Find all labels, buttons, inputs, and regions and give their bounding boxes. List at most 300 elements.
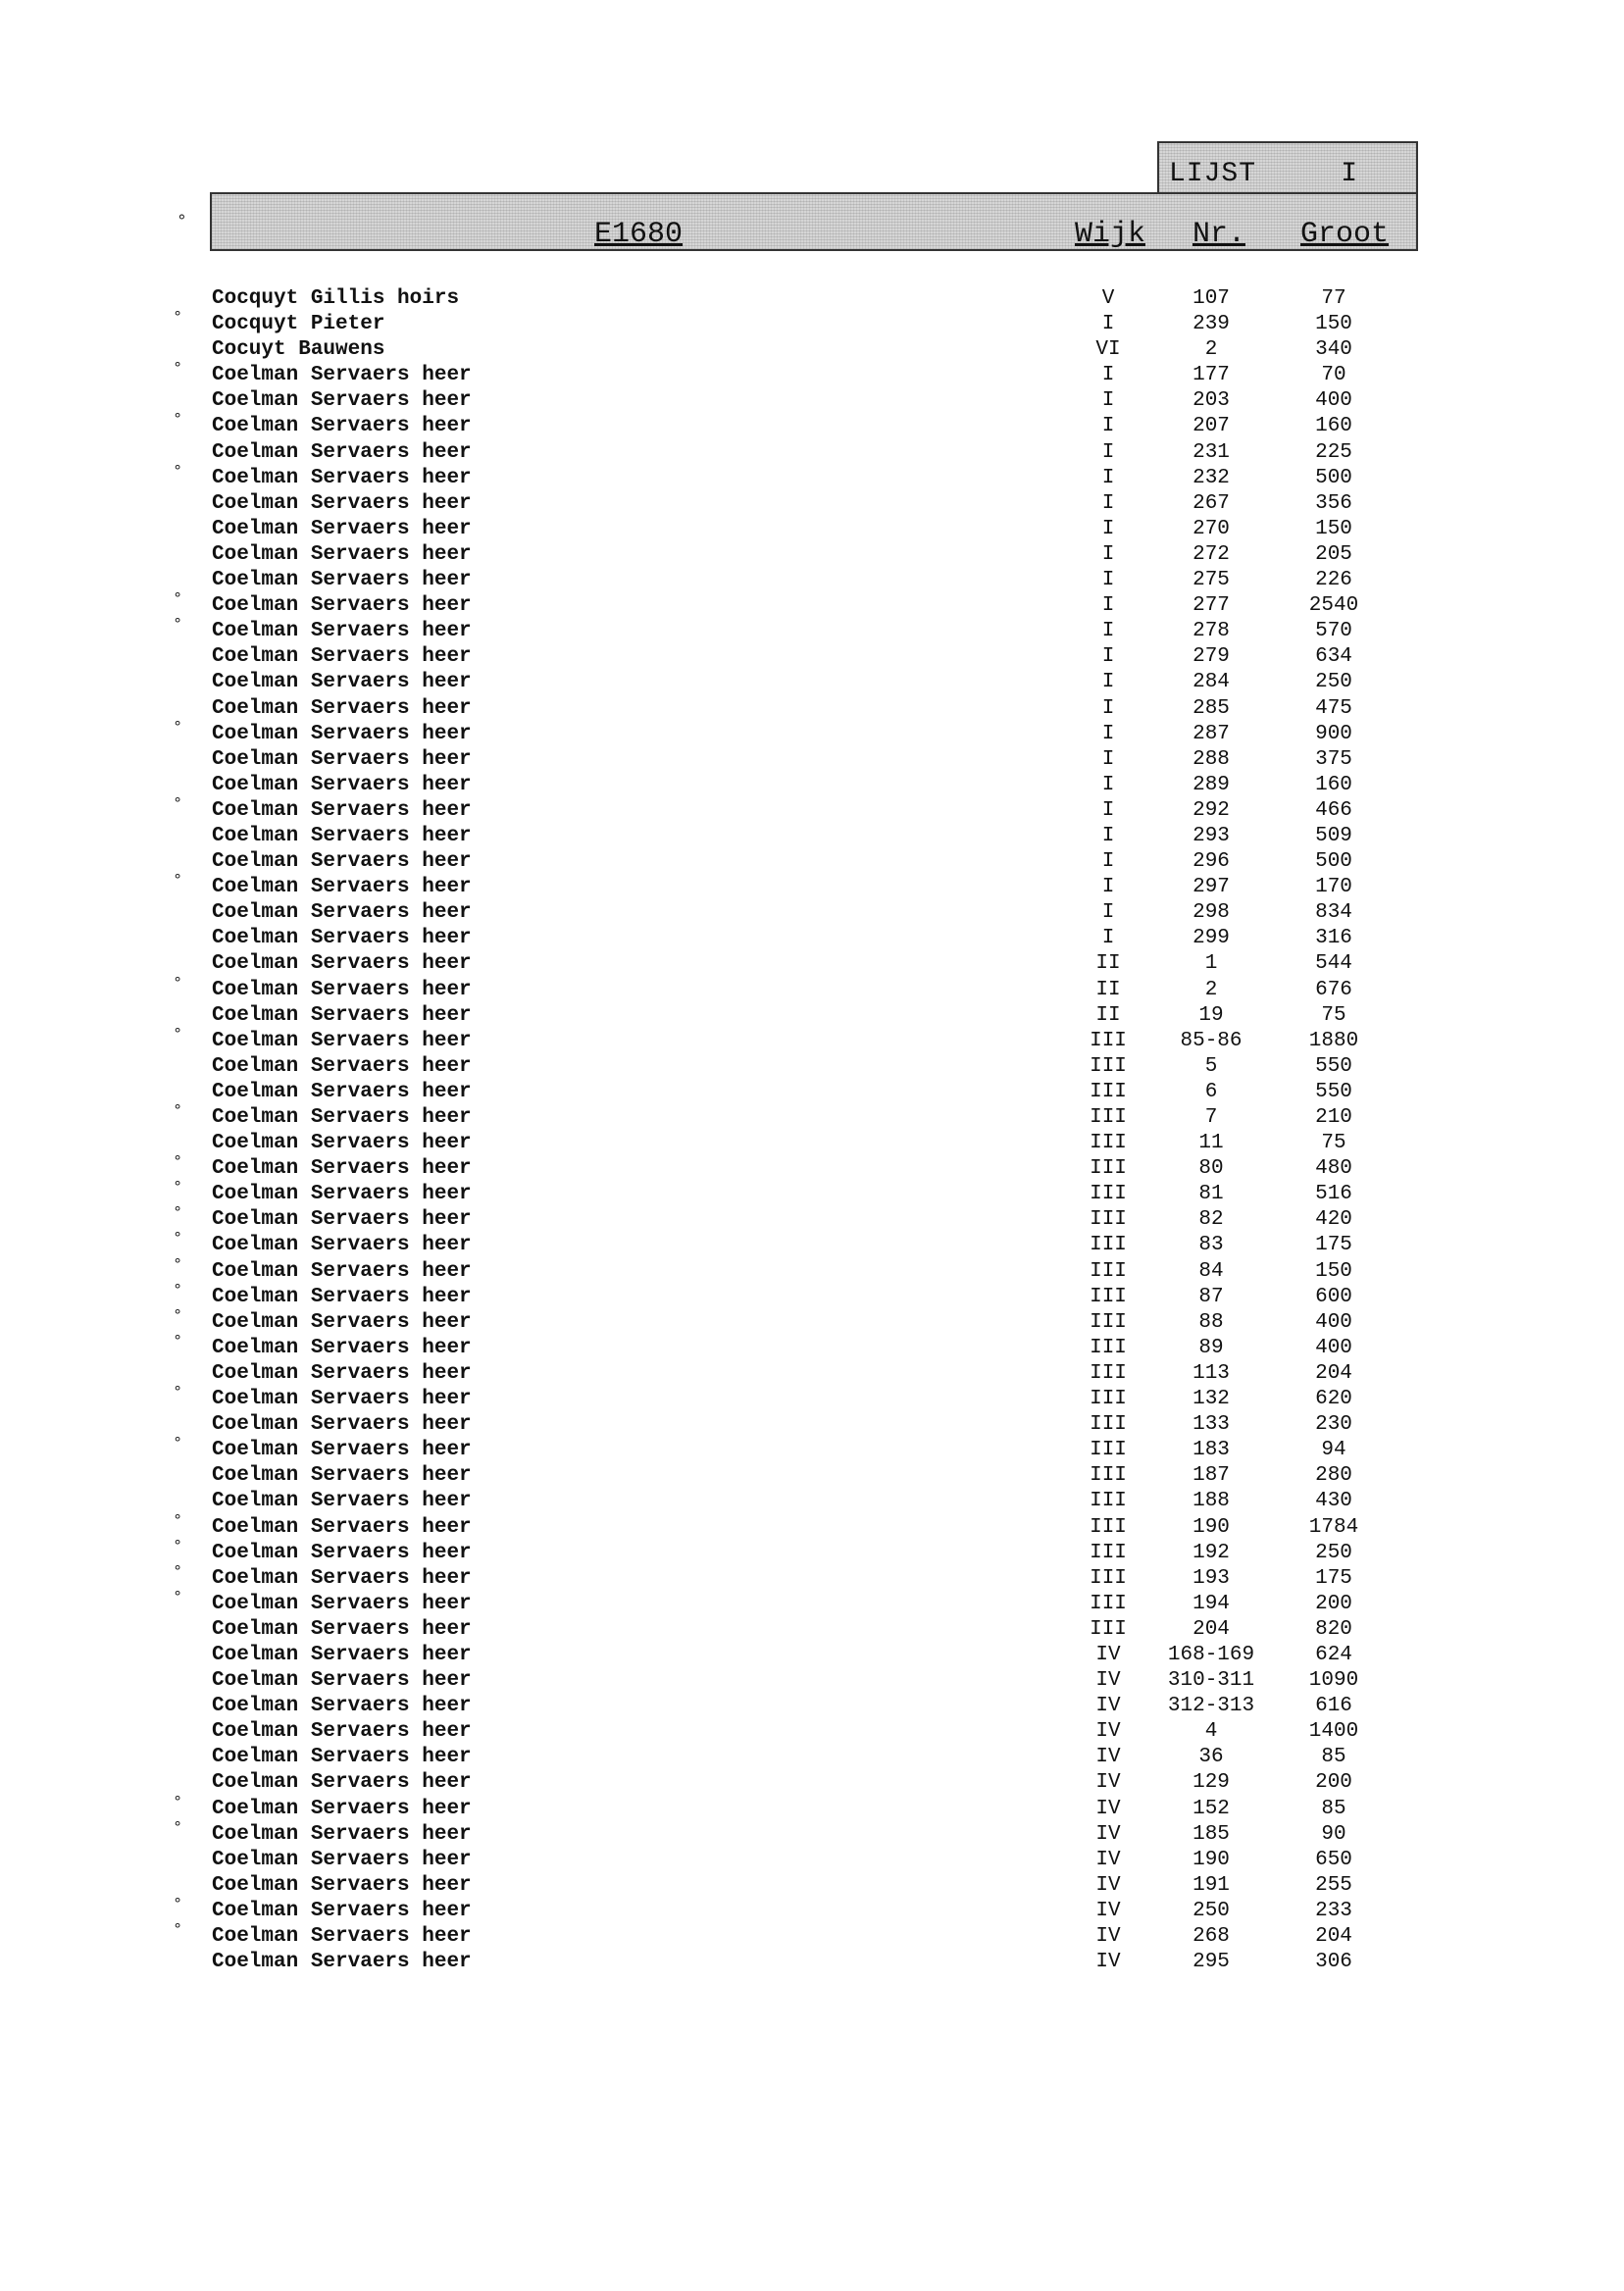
table-row [0,1643,1624,1668]
owner-name: Coelman Servaers heer [212,440,472,464]
nr-value: 113 [1193,1361,1230,1385]
wijk-value: III [1090,1208,1127,1232]
groot-value: 900 [1315,722,1352,745]
groot-value: 75 [1321,1132,1346,1155]
owner-name: Coelman Servaers heer [212,1592,472,1615]
groot-value: 475 [1315,696,1352,720]
column-header-groot: Groot [1300,218,1390,251]
wijk-value: I [1101,645,1115,669]
owner-name: Coelman Servaers heer [212,1413,472,1437]
row-mark: ° [173,1895,183,1914]
wijk-value: I [1101,389,1115,413]
wijk-value: III [1090,1080,1127,1103]
owner-name: Coelman Servaers heer [212,1106,472,1129]
groot-value: 90 [1321,1822,1346,1846]
owner-name: Coelman Servaers heer [212,1054,472,1078]
row-mark: ° [173,411,183,431]
nr-value: 194 [1193,1592,1230,1615]
wijk-value: III [1090,1106,1127,1129]
nr-value: 267 [1193,491,1230,515]
nr-value: 80 [1198,1157,1224,1181]
wijk-value: II [1095,978,1121,1001]
nr-value: 107 [1193,287,1230,310]
owner-name: Coelman Servaers heer [212,1925,472,1948]
wijk-value: I [1101,569,1115,592]
wijk-value: I [1101,901,1115,925]
wijk-value: IV [1095,1899,1121,1922]
table-row [0,1489,1624,1514]
wijk-value: I [1101,440,1115,464]
groot-value: 2540 [1308,594,1359,618]
record-list [0,286,1624,1975]
nr-value: 295 [1193,1951,1230,1974]
nr-value: 85-86 [1180,1029,1243,1052]
groot-value: 400 [1315,1310,1352,1334]
table-row [0,411,1624,439]
owner-name: Coelman Servaers heer [212,1132,472,1155]
nr-value: 277 [1193,594,1230,618]
table-row [0,1435,1624,1463]
row-mark: ° [173,718,183,738]
owner-name: Coelman Servaers heer [212,1899,472,1922]
wijk-value: III [1090,1029,1127,1052]
wijk-value: I [1101,313,1115,336]
wijk-value: IV [1095,1848,1121,1871]
row-mark: ° [173,1102,183,1121]
table-row [0,337,1624,363]
nr-value: 88 [1198,1310,1224,1334]
groot-value: 316 [1315,927,1352,950]
table-row [0,1818,1624,1848]
wijk-value: I [1101,542,1115,566]
table-row [0,616,1624,644]
groot-value: 205 [1315,542,1352,566]
owner-name: Coelman Servaers heer [212,850,472,874]
nr-value: 278 [1193,620,1230,643]
row-mark: ° [173,1818,183,1838]
wijk-value: IV [1095,1797,1121,1820]
owner-name: Coelman Servaers heer [212,569,472,592]
groot-value: 509 [1315,824,1352,847]
wijk-value: III [1090,1157,1127,1181]
nr-value: 239 [1193,313,1230,336]
owner-name: Coelman Servaers heer [212,1541,472,1564]
owner-name: Coelman Servaers heer [212,978,472,1001]
nr-value: 133 [1193,1413,1230,1437]
groot-value: 1400 [1308,1720,1359,1744]
wijk-value: IV [1095,1771,1121,1795]
nr-value: 82 [1198,1208,1224,1232]
row-mark: ° [173,1230,183,1249]
nr-value: 190 [1193,1515,1230,1539]
owner-name: Coelman Servaers heer [212,1003,472,1027]
nr-value: 279 [1193,645,1230,669]
nr-value: 270 [1193,517,1230,540]
nr-value: 191 [1193,1873,1230,1897]
owner-name: Coelman Servaers heer [212,1183,472,1206]
nr-value: 232 [1193,466,1230,489]
row-mark: ° [173,1332,183,1351]
nr-value: 292 [1193,798,1230,822]
table-row [0,360,1624,388]
owner-name: Coelman Servaers heer [212,517,472,540]
nr-value: 289 [1193,773,1230,796]
wijk-value: III [1090,1464,1127,1488]
nr-value: 190 [1193,1848,1230,1871]
table-row [0,542,1624,568]
groot-value: 375 [1315,747,1352,771]
groot-value: 226 [1315,569,1352,592]
nr-value: 11 [1198,1132,1224,1155]
nr-value: 207 [1193,415,1230,438]
table-row [0,696,1624,722]
groot-value: 150 [1315,313,1352,336]
groot-value: 650 [1315,1848,1352,1871]
table-row [0,1361,1624,1387]
owner-name: Coelman Servaers heer [212,1617,472,1641]
owner-name: Coelman Servaers heer [212,389,472,413]
wijk-value: III [1090,1183,1127,1206]
table-row [0,309,1624,337]
groot-value: 500 [1315,850,1352,874]
row-mark: ° [173,872,183,891]
wijk-value: IV [1095,1925,1121,1948]
nr-value: 275 [1193,569,1230,592]
groot-value: 250 [1315,1541,1352,1564]
table-row [0,1793,1624,1822]
owner-name: Coelman Servaers heer [212,466,472,489]
row-mark: ° [173,1588,183,1607]
owner-name: Coelman Servaers heer [212,1285,472,1308]
nr-value: 6 [1204,1080,1218,1103]
owner-name: Cocquyt Gillis hoirs [212,287,460,310]
groot-value: 466 [1315,798,1352,822]
nr-value: 83 [1198,1234,1224,1257]
wijk-value: I [1101,620,1115,643]
owner-name: Coelman Servaers heer [212,773,472,796]
wijk-value: I [1101,876,1115,899]
owner-name: Coelman Servaers heer [212,1797,472,1820]
wijk-value: III [1090,1566,1127,1590]
row-mark: ° [173,1921,183,1940]
owner-name: Coelman Servaers heer [212,620,472,643]
groot-value: 175 [1315,1234,1352,1257]
groot-value: 634 [1315,645,1352,669]
owner-name: Coelman Servaers heer [212,1822,472,1846]
nr-value: 299 [1193,927,1230,950]
nr-value: 132 [1193,1388,1230,1411]
wijk-value: III [1090,1361,1127,1385]
owner-name: Coelman Servaers heer [212,1695,472,1718]
groot-value: 210 [1315,1106,1352,1129]
owner-name: Coelman Servaers heer [212,1720,472,1744]
table-row [0,872,1624,900]
wijk-value: I [1101,927,1115,950]
wijk-value: IV [1095,1873,1121,1897]
wijk-value: IV [1095,1669,1121,1693]
owner-name: Cocuyt Bauwens [212,338,385,362]
nr-value: 268 [1193,1925,1230,1948]
wijk-value: IV [1095,1695,1121,1718]
table-row [0,1255,1624,1285]
groot-value: 820 [1315,1617,1352,1641]
lijst-value: I [1341,159,1357,189]
owner-name: Coelman Servaers heer [212,415,472,438]
nr-value: 7 [1204,1106,1218,1129]
nr-value: 298 [1193,901,1230,925]
header-mark: ° [177,213,187,232]
wijk-value: I [1101,696,1115,720]
column-header-nr: Nr. [1193,218,1246,251]
nr-value: 192 [1193,1541,1230,1564]
groot-value: 544 [1315,952,1352,976]
table-row [0,1848,1624,1873]
nr-value: 81 [1198,1183,1224,1206]
owner-name: Coelman Servaers heer [212,747,472,771]
nr-value: 152 [1193,1797,1230,1820]
wijk-value: I [1101,747,1115,771]
nr-value: 312-313 [1167,1695,1255,1718]
table-row [0,440,1624,466]
row-mark: ° [173,794,183,814]
wijk-value: I [1101,594,1115,618]
owner-name: Coelman Servaers heer [212,364,472,387]
owner-name: Coelman Servaers heer [212,798,472,822]
table-row [0,1537,1624,1566]
nr-value: 231 [1193,440,1230,464]
row-mark: ° [173,1562,183,1582]
owner-name: Coelman Servaers heer [212,491,472,515]
table-row [0,1080,1624,1105]
owner-name: Coelman Servaers heer [212,1259,472,1283]
groot-value: 550 [1315,1080,1352,1103]
wijk-value: II [1095,952,1121,976]
wijk-value: III [1090,1592,1127,1615]
owner-name: Coelman Servaers heer [212,1464,472,1488]
nr-value: 168-169 [1167,1643,1255,1666]
table-row [0,1895,1624,1924]
owner-name: Coelman Servaers heer [212,722,472,745]
groot-value: 340 [1315,338,1352,362]
table-row [0,718,1624,747]
groot-value: 200 [1315,1592,1352,1615]
nr-value: 36 [1198,1746,1224,1769]
table-row [0,1204,1624,1233]
table-row [0,1332,1624,1361]
groot-value: 77 [1321,287,1346,310]
table-row [0,794,1624,824]
wijk-value: I [1101,722,1115,745]
wijk-value: III [1090,1515,1127,1539]
nr-value: 297 [1193,876,1230,899]
owner-name: Coelman Servaers heer [212,1848,472,1871]
table-row [0,1617,1624,1643]
owner-name: Coelman Servaers heer [212,594,472,618]
nr-value: 296 [1193,850,1230,874]
table-row [0,900,1624,926]
groot-value: 200 [1315,1771,1352,1795]
table-row [0,1719,1624,1745]
wijk-value: I [1101,798,1115,822]
wijk-value: IV [1095,1822,1121,1846]
wijk-value: III [1090,1285,1127,1308]
row-mark: ° [173,360,183,380]
row-mark: ° [173,1537,183,1556]
nr-value: 183 [1193,1439,1230,1462]
source-code: E1680 [594,218,684,251]
groot-value: 280 [1315,1464,1352,1488]
table-row [0,1412,1624,1438]
groot-value: 1784 [1308,1515,1359,1539]
groot-value: 175 [1315,1566,1352,1590]
nr-value: 129 [1193,1771,1230,1795]
owner-name: Coelman Servaers heer [212,1029,472,1052]
groot-value: 160 [1315,415,1352,438]
groot-value: 620 [1315,1388,1352,1411]
groot-value: 233 [1315,1899,1352,1922]
table-row [0,1384,1624,1412]
nr-value: 188 [1193,1490,1230,1513]
groot-value: 150 [1315,517,1352,540]
nr-value: 4 [1204,1720,1218,1744]
nr-value: 204 [1193,1617,1230,1641]
table-row [0,974,1624,1003]
wijk-value: III [1090,1234,1127,1257]
wijk-value: IV [1095,1746,1121,1769]
owner-name: Coelman Servaers heer [212,542,472,566]
row-mark: ° [173,1179,183,1198]
table-row [0,286,1624,312]
owner-name: Coelman Servaers heer [212,824,472,847]
table-row [0,670,1624,695]
wijk-value: I [1101,850,1115,874]
owner-name: Coelman Servaers heer [212,696,472,720]
owner-name: Coelman Servaers heer [212,671,472,694]
row-mark: ° [173,974,183,993]
owner-name: Coelman Servaers heer [212,927,472,950]
nr-value: 19 [1198,1003,1224,1027]
wijk-value: I [1101,671,1115,694]
owner-name: Coelman Servaers heer [212,1515,472,1539]
nr-value: 310-311 [1167,1669,1255,1693]
nr-value: 185 [1193,1822,1230,1846]
groot-value: 550 [1315,1054,1352,1078]
wijk-value: I [1101,491,1115,515]
table-row [0,1511,1624,1541]
wijk-value: III [1090,1439,1127,1462]
owner-name: Coelman Servaers heer [212,1388,472,1411]
owner-name: Coelman Servaers heer [212,1669,472,1693]
row-mark: ° [173,616,183,636]
owner-name: Coelman Servaers heer [212,1157,472,1181]
row-mark: ° [173,1204,183,1224]
table-row [0,1025,1624,1054]
owner-name: Coelman Servaers heer [212,1361,472,1385]
owner-name: Coelman Servaers heer [212,1951,472,1974]
wijk-value: IV [1095,1951,1121,1974]
groot-value: 624 [1315,1643,1352,1666]
row-mark: ° [173,1511,183,1531]
row-mark: ° [173,1025,183,1044]
wijk-value: I [1101,415,1115,438]
wijk-value: III [1090,1617,1127,1641]
row-mark: ° [173,1281,183,1300]
table-row [0,1588,1624,1617]
wijk-value: V [1101,287,1115,310]
nr-value: 1 [1204,952,1218,976]
nr-value: 87 [1198,1285,1224,1308]
table-row [0,747,1624,773]
table-row [0,1562,1624,1592]
groot-value: 204 [1315,1361,1352,1385]
table-row [0,1873,1624,1899]
column-header-wijk: Wijk [1075,218,1146,251]
table-row [0,517,1624,542]
table-row [0,926,1624,951]
groot-value: 160 [1315,773,1352,796]
wijk-value: I [1101,824,1115,847]
nr-value: 293 [1193,824,1230,847]
owner-name: Coelman Servaers heer [212,1439,472,1462]
nr-value: 203 [1193,389,1230,413]
table-row [0,1230,1624,1258]
nr-value: 272 [1193,542,1230,566]
row-mark: ° [173,590,183,610]
table-row [0,1153,1624,1182]
owner-name: Coelman Servaers heer [212,1234,472,1257]
table-row [0,1921,1624,1950]
row-mark: ° [173,1255,183,1275]
groot-value: 85 [1321,1797,1346,1820]
owner-name: Cocquyt Pieter [212,313,385,336]
owner-name: Coelman Servaers heer [212,1771,472,1795]
groot-value: 1090 [1308,1669,1359,1693]
groot-value: 430 [1315,1490,1352,1513]
nr-value: 284 [1193,671,1230,694]
groot-value: 70 [1321,364,1346,387]
row-mark: ° [173,1435,183,1454]
wijk-value: VI [1095,338,1121,362]
table-row [0,1770,1624,1796]
wijk-value: III [1090,1541,1127,1564]
wijk-value: III [1090,1413,1127,1437]
owner-name: Coelman Servaers heer [212,901,472,925]
nr-value: 193 [1193,1566,1230,1590]
nr-value: 2 [1204,978,1218,1001]
groot-value: 306 [1315,1951,1352,1974]
wijk-value: I [1101,517,1115,540]
owner-name: Coelman Servaers heer [212,876,472,899]
groot-value: 204 [1315,1925,1352,1948]
groot-value: 1880 [1308,1029,1359,1052]
groot-value: 94 [1321,1439,1346,1462]
groot-value: 480 [1315,1157,1352,1181]
groot-value: 356 [1315,491,1352,515]
row-mark: ° [173,462,183,482]
table-row [0,1102,1624,1131]
row-mark: ° [173,1793,183,1812]
table-row [0,849,1624,875]
table-row [0,1950,1624,1975]
table-row [0,462,1624,491]
groot-value: 75 [1321,1003,1346,1027]
row-mark: ° [173,1384,183,1403]
wijk-value: IV [1095,1643,1121,1666]
groot-value: 150 [1315,1259,1352,1283]
groot-value: 834 [1315,901,1352,925]
groot-value: 616 [1315,1695,1352,1718]
owner-name: Coelman Servaers heer [212,1310,472,1334]
